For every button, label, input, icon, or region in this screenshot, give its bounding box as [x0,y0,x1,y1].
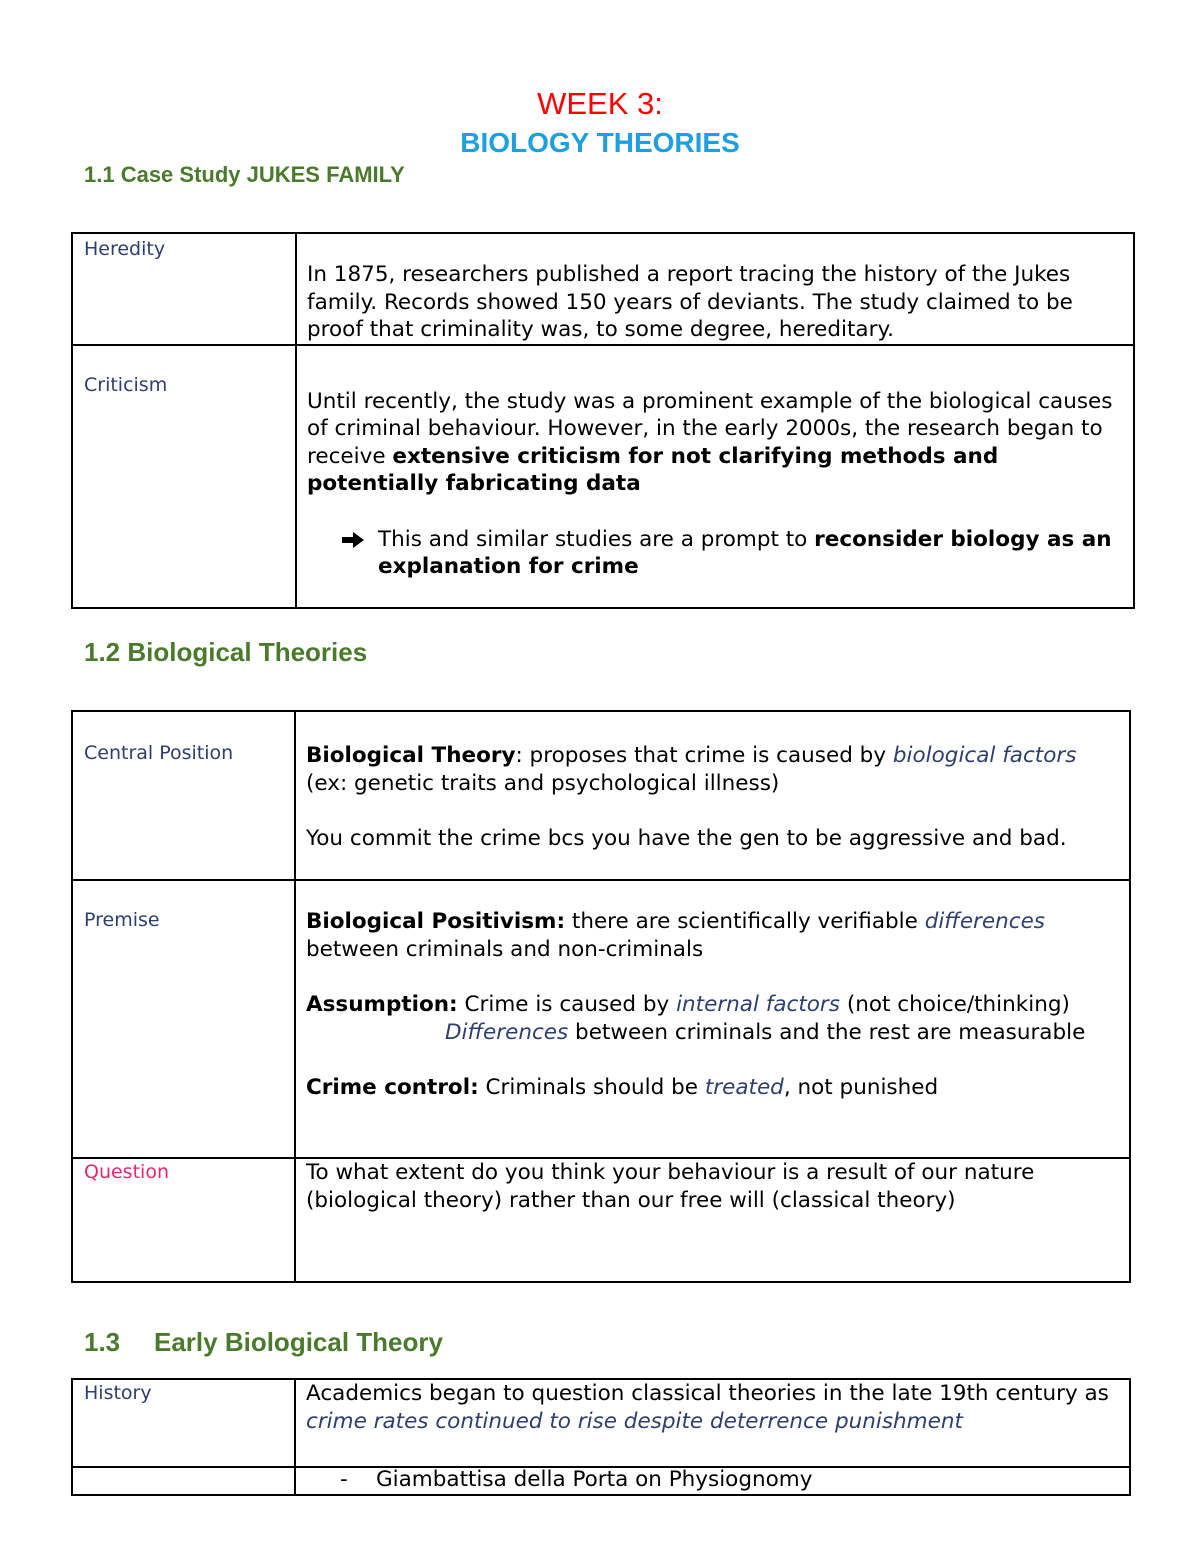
dash-bullet: - [340,1467,348,1492]
central-text: : proposes that crime is caused by [515,743,893,768]
row-label-central-position: Central Position [84,742,234,764]
criticism-plain-text: Until recently, the study was a prominent example of the biological causes of criminal behaviour. However, in the early 2000s, the research began to receive [307,388,1113,469]
table-row [72,880,1130,1158]
table-row [72,1379,1130,1467]
table-row [72,711,1130,880]
positivism-text-rest: between criminals and non-criminals [306,936,704,962]
early-biological-theory-table [71,1378,1131,1496]
differences-emphasis: Differences [445,1019,569,1045]
row-label-premise: Premise [84,909,160,931]
biological-theories-table [71,710,1131,1283]
section-number: 1.3 [84,1327,121,1357]
criticism-bold-text: extensive criticism for not clarifying methods and potentially fabricating data [307,443,999,496]
arrow-bold-text: reconsider biology as an explanation for crime [378,526,1112,579]
positivism-term: Biological Positivism: [306,909,566,934]
section-heading-1-3 [84,1327,443,1358]
right-arrow-icon [340,526,378,581]
premise-text [296,881,1129,1102]
history-text [296,1380,1129,1435]
table-cell [295,1158,1130,1282]
positivism-text: there are scientifically verifiable [565,909,925,934]
case-study-table [71,232,1135,609]
table-row [72,1467,1130,1495]
row-label-criticism: Criticism [84,373,168,396]
list-item [330,1468,1129,1492]
central-position-text [296,712,1129,853]
table-cell [72,1379,295,1467]
table-cell [72,345,296,608]
table-cell [295,1379,1130,1467]
crime-control-term: Crime control: [306,1075,479,1100]
table-cell [295,1467,1130,1495]
assumption-term: Assumption: [306,992,458,1017]
differences-text: between criminals and the rest are measurable [568,1019,1086,1045]
arrow-bullet-text [378,526,1127,581]
history-plain-text: Academics began to question classical theories in the late 19th century as [306,1381,1109,1406]
document-subtitle: BIOLOGY THEORIES [460,127,740,158]
crime-control-text: Criminals should be [478,1075,705,1100]
arrow-plain-text: This and similar studies are a prompt to [378,526,815,552]
assumption-text-rest: (not choice/thinking) [839,992,1070,1017]
table-cell [295,880,1130,1158]
list-item-text: Giambattisa della Porta on Physiognomy [376,1467,813,1492]
arrow-bullet [340,526,1127,581]
table-cell [296,345,1134,608]
crime-control-emphasis: treated [704,1075,784,1100]
central-note: You commit the crime bcs you have the gen to be aggressive and bad. [306,826,1067,851]
table-row [72,233,1134,345]
table-cell [72,1158,295,1282]
assumption-text: Crime is caused by [457,992,677,1017]
section-title: Early Biological Theory [154,1327,443,1357]
history-emphasis: crime rates continued to rise despite deterrence punishment [306,1408,963,1434]
table-cell [295,711,1130,880]
central-text-rest: (ex: genetic traits and psychological illness) [306,770,780,796]
question-text: To what extent do you think your behaviour is a result of our nature (biological theory) rather than our free will (classical theory) [306,1160,1035,1213]
assumption-emphasis: internal factors [676,992,840,1017]
row-label-heredity: Heredity [84,238,166,260]
central-emphasis: biological factors [892,743,1077,768]
table-row [72,345,1134,608]
table-cell [72,1467,295,1495]
table-cell [72,880,295,1158]
row-label-question: Question [84,1161,169,1183]
criticism-text [297,346,1133,581]
table-cell [72,233,296,345]
positivism-emphasis: differences [924,909,1045,934]
table-row [72,1158,1130,1282]
table-cell [296,233,1134,345]
biological-theory-term: Biological Theory [306,743,516,768]
crime-control-text-rest: , not punished [783,1075,939,1100]
heredity-text: In 1875, researchers published a report tracing the history of the Jukes family. Records showed 150 years of deviants. The study claimed to be proof that criminality was, to some degree, hereditary. [307,262,1073,342]
row-label-history: History [84,1382,152,1404]
table-cell [72,711,295,880]
week-title: WEEK 3: [537,86,663,121]
section-heading-1-2: 1.2 Biological Theories [84,637,368,667]
section-heading-1-1: 1.1 Case Study JUKES FAMILY [84,162,405,187]
